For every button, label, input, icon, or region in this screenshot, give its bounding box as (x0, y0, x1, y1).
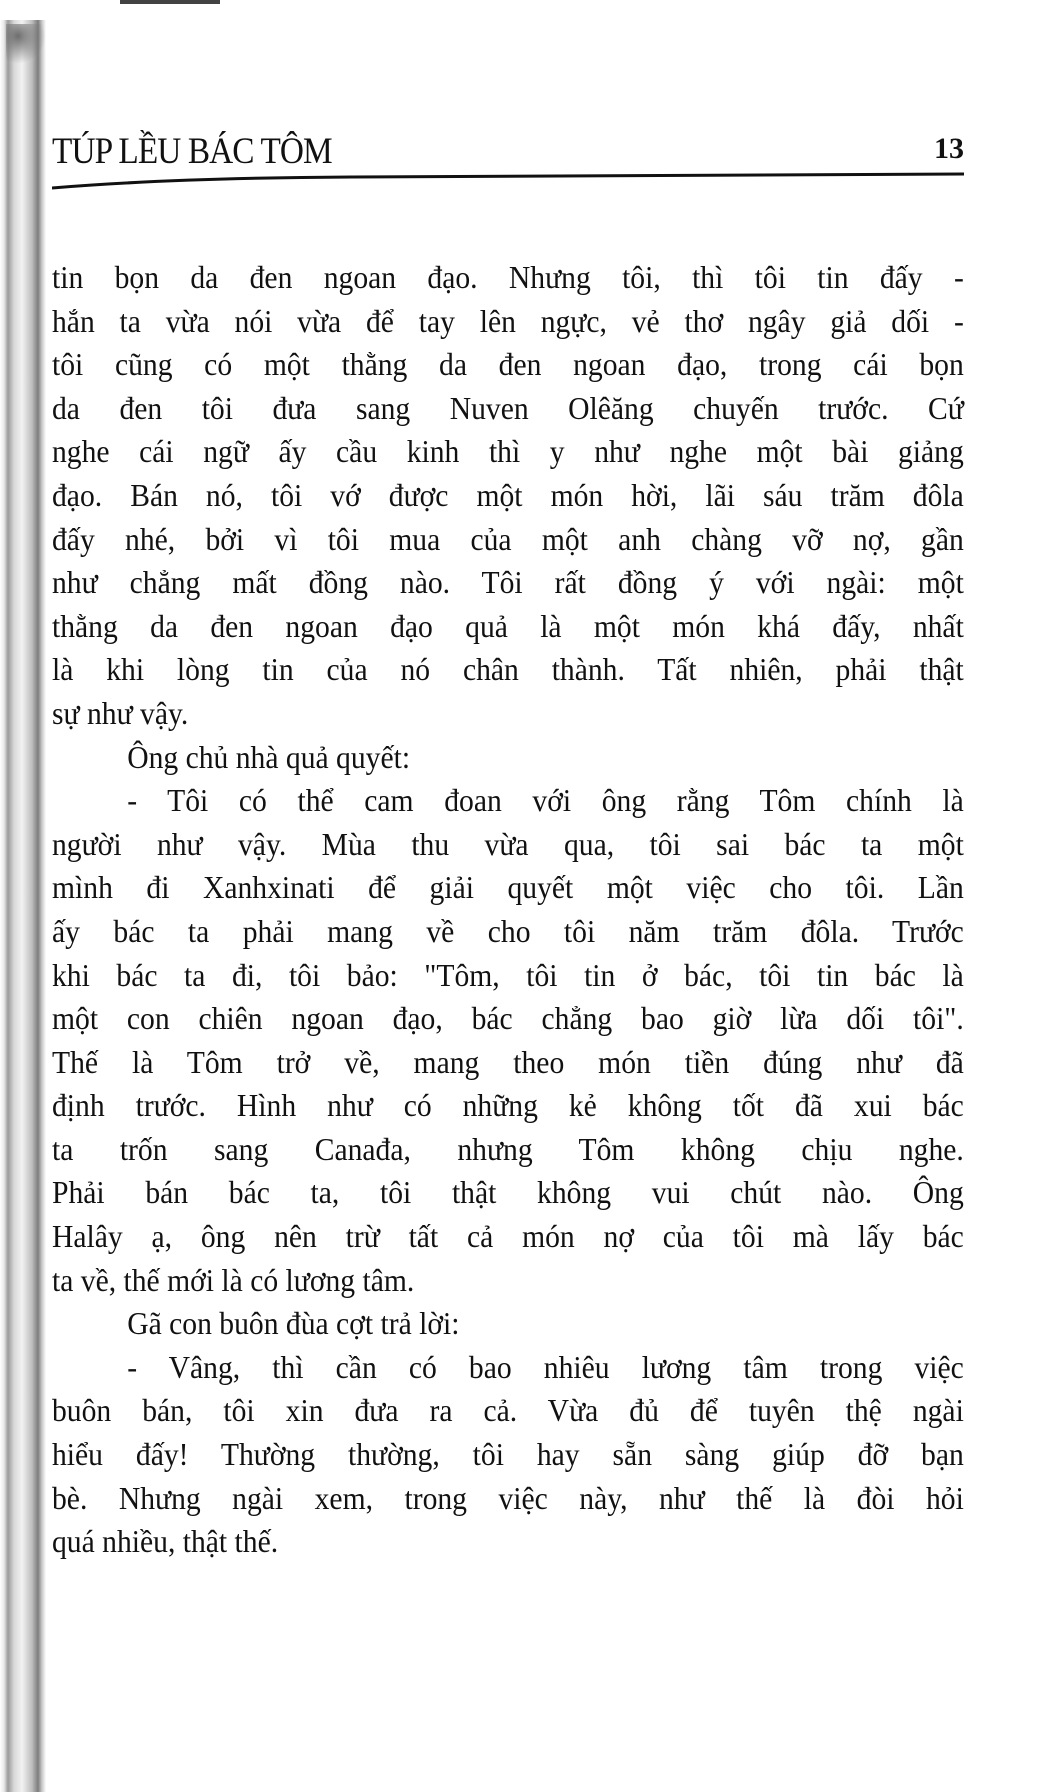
header-rule (52, 172, 964, 192)
text-line: người như vậy. Mùa thu vừa qua, tôi sai bác ta một (52, 826, 964, 862)
running-title: TÚP LỀU BÁC TÔM (52, 131, 332, 172)
text-line: là khi lòng tin của nó chân thành. Tất nhiên, phải thật (52, 652, 964, 688)
text-line: Gã con buôn đùa cợt trả lời: (127, 1306, 460, 1342)
body-text (52, 256, 964, 1564)
text-line: hiểu đấy! Thường thường, tôi hay sẵn sàng giúp đỡ bạn (52, 1437, 964, 1473)
book-binding-shadow (0, 20, 46, 1792)
binding-corner-shadow (6, 24, 46, 64)
text-line: khi bác ta đi, tôi bảo: "Tôm, tôi tin ở bác, tôi tin bác là (52, 957, 964, 993)
text-line: tin bọn da đen ngoan đạo. Nhưng tôi, thì tôi tin đấy - (52, 260, 964, 295)
text-line: một con chiên ngoan đạo, bác chẳng bao giờ lừa dối tôi". (52, 1001, 964, 1037)
text-line: tôi cũng có một thằng da đen ngoan đạo, trong cái bọn (52, 347, 964, 383)
text-line: đạo. Bán nó, tôi vớ được một món hời, lãi sáu trăm đôla (52, 477, 964, 513)
text-line: quá nhiều, thật thế. (52, 1524, 279, 1560)
text-line: ta trốn sang Canađa, nhưng Tôm không chịu nghe. (52, 1131, 964, 1167)
text-line: như chẳng mất đồng nào. Tôi rất đồng ý với ngài: một (52, 565, 964, 601)
text-line: mình đi Xanhxinati để giải quyết một việc cho tôi. Lần (52, 870, 964, 906)
text-line: da đen tôi đưa sang Nuven Olêăng chuyến trước. Cứ (52, 390, 964, 426)
text-line: thằng da đen ngoan đạo quả là một món khá đấy, nhất (52, 608, 964, 644)
text-line: - Vâng, thì cần có bao nhiêu lương tâm trong việc (127, 1349, 964, 1385)
text-line: nghe cái ngữ ấy cầu kinh thì y như nghe một bài giảng (52, 434, 964, 470)
text-line: bè. Nhưng ngài xem, trong việc này, như thế là đòi hỏi (52, 1480, 964, 1516)
text-line: ta về, thế mới là có lương tâm. (52, 1262, 415, 1298)
page-header (52, 128, 964, 172)
text-line: Ông chủ nhà quả quyết: (127, 739, 411, 775)
text-line: - Tôi có thể cam đoan với ông rằng Tôm chính là (127, 783, 964, 819)
text-line: Halây ạ, ông nên trừ tất cả món nợ của tôi mà lấy bác (52, 1219, 964, 1255)
text-line: Phải bán bác ta, tôi thật không vui chút nào. Ông (52, 1175, 964, 1211)
text-line: định trước. Hình như có những kẻ không tốt đã xui bác (52, 1088, 964, 1124)
text-line: buôn bán, tôi xin đưa ra cả. Vừa đủ để tuyên thệ ngài (52, 1393, 964, 1429)
page-number: 13 (934, 132, 964, 165)
text-line: ấy bác ta phải mang về cho tôi năm trăm đôla. Trước (52, 913, 964, 949)
text-line: hắn ta vừa nói vừa để tay lên ngực, vẻ thơ ngây giả dối - (52, 303, 964, 339)
book-page (52, 0, 972, 1792)
text-line: Thế là Tôm trở về, mang theo món tiền đúng như đã (52, 1044, 964, 1080)
text-line: sự như vậy. (52, 695, 189, 731)
text-line: đấy nhé, bởi vì tôi mua của một anh chàng vỡ nợ, gần (52, 521, 964, 557)
